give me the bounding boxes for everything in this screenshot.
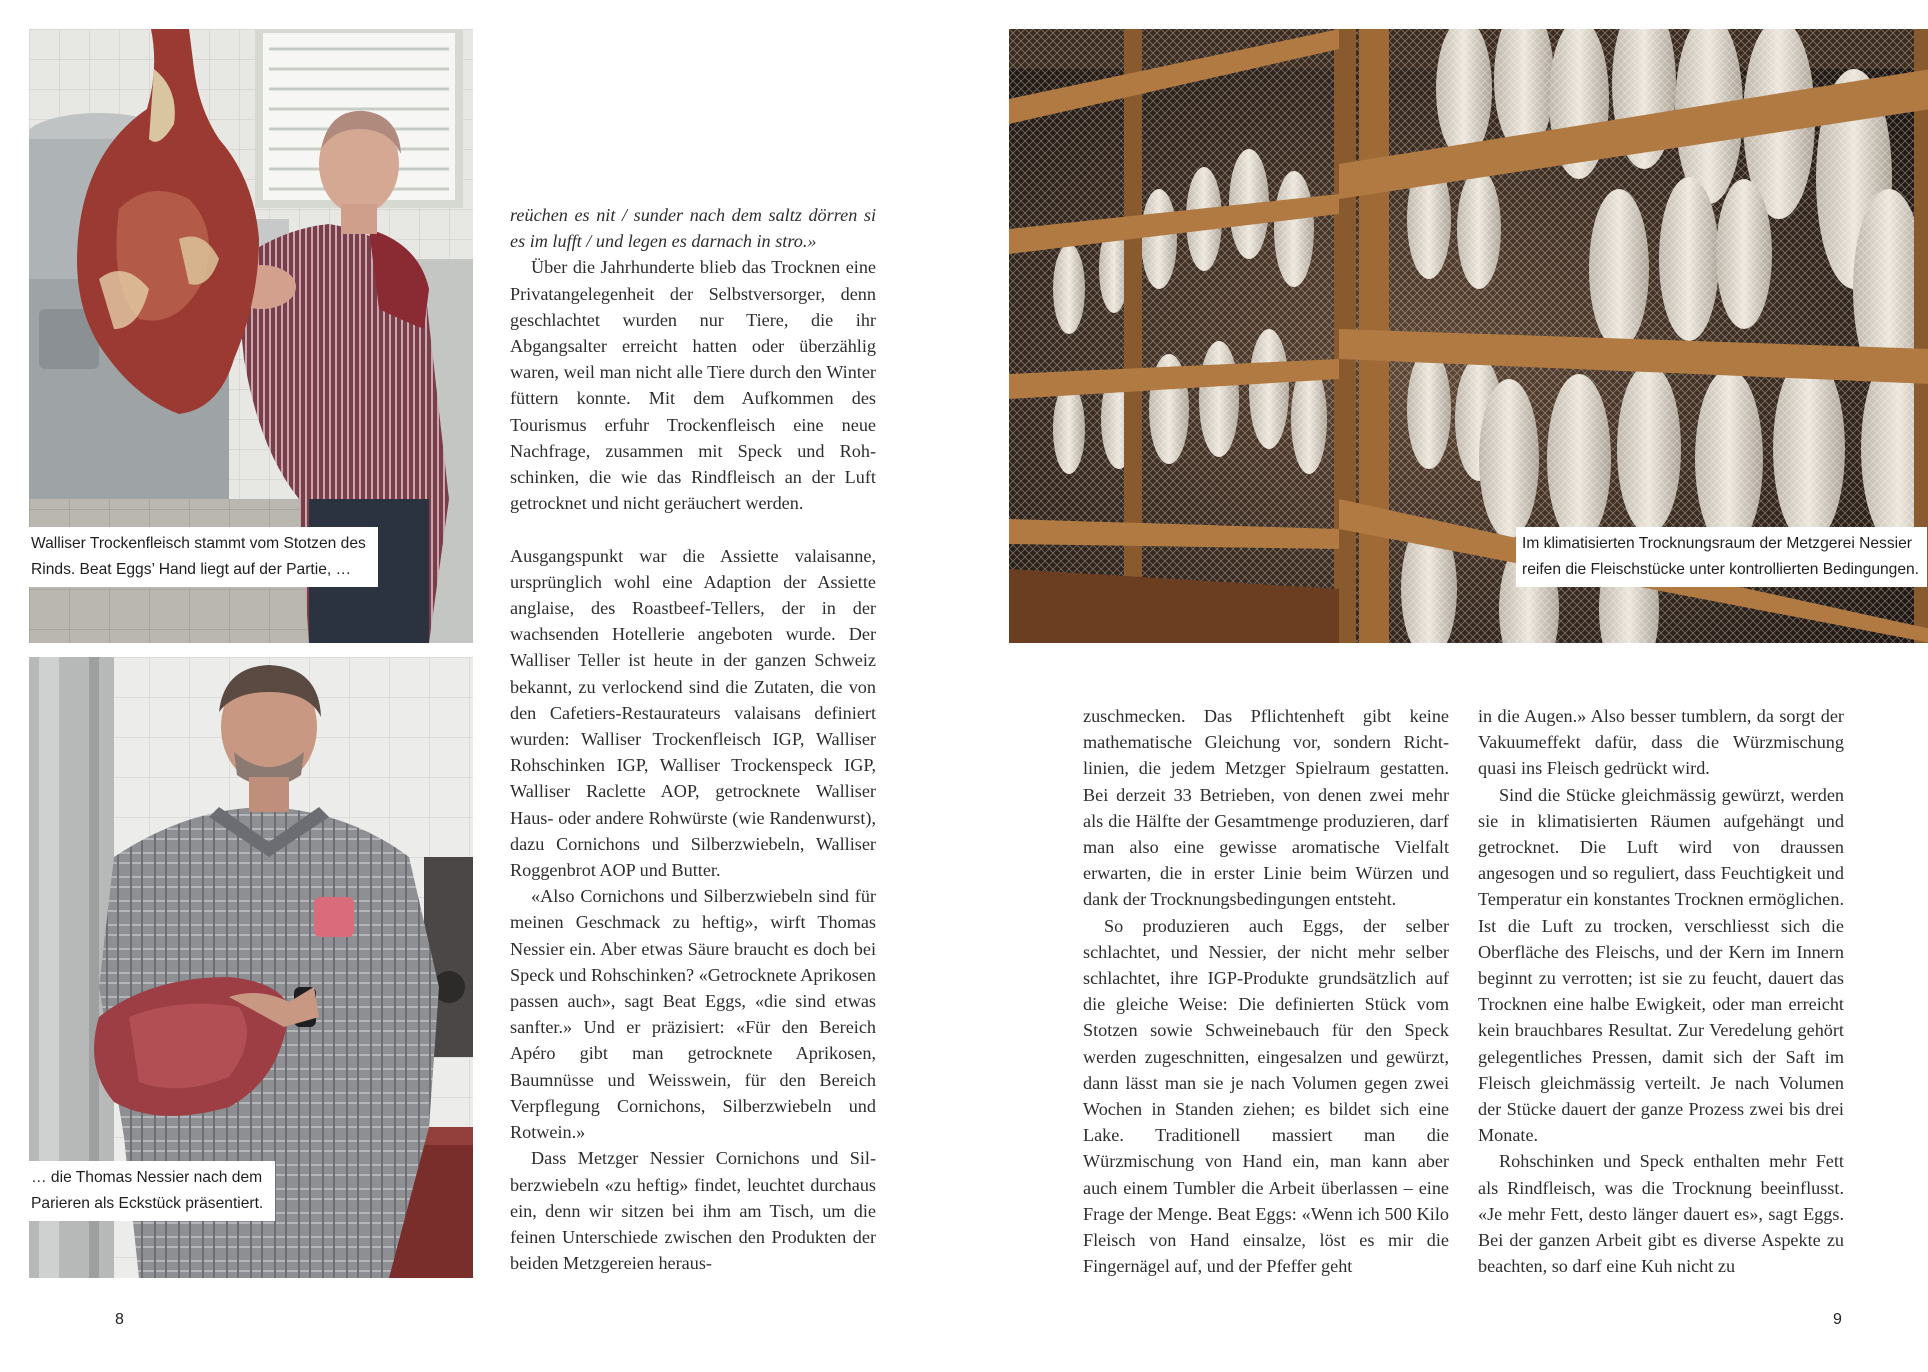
body-paragraph: «Also Cornichons und Silberzwiebeln sind für meinen Geschmack zu heftig», wirft Thomas Nessier ein. Aber etwas Säure braucht es doch bei Speck und Rohschinken? «Getrocknete Aprikosen passen auch», sagt Beat Eggs, «die sind etwas sanfter.» Und er präzisiert: «Für den Bereich Apéro gibt man getrocknete Aprikosen, Baumnüsse und Weisswein, für den Bereich Verpflegung Cornichons, Silberzwiebeln und Rotwein.» bbox=[510, 886, 876, 1143]
quote-paragraph: reüchen es nit / sunder nach dem saltz dörren si es im lufft / und legen es darnach in stro.» bbox=[510, 205, 876, 252]
caption-line: Im klimatisierten Trocknungsraum der Metzgerei Nessier bbox=[1522, 535, 1912, 552]
body-paragraph: Rohschinken und Speck enthalten mehr Fett als Rindfleisch, was die Trocknung beeinflusst. «Je mehr Fett, desto länger dauert es», sagt Eggs. Bei der ganzen Arbeit gibt es diverse Aspekte zu beachten, so darf eine Kuh nicht zu bbox=[1478, 1151, 1844, 1277]
body-paragraph: Über die Jahrhunderte blieb das Trocknen eine Privatangelegenheit der Selbstversorger, denn geschlachtet wurden nur Tiere, die ihr Abgangsalter erreicht hatten oder überzählig waren, weil man nicht alle Tiere durch den Winter füttern konnte. Mit dem Aufkommen des Tourismus erfuhr Trockenfleisch eine neue Nachfrage, zusammen mit Speck und Rohschinken, die wie das Rindfleisch an der Luft getrocknet und nicht geräuchert werden. bbox=[510, 257, 876, 514]
caption-photo-2 bbox=[25, 1161, 275, 1221]
caption-photo-3 bbox=[1516, 527, 1927, 587]
caption-photo-1 bbox=[25, 527, 378, 587]
caption-line: Walliser Trockenfleisch stammt vom Stotzen des bbox=[31, 535, 366, 552]
text-column-3 bbox=[1478, 703, 1844, 1279]
text-column-1 bbox=[510, 202, 876, 1276]
body-paragraph: So produzieren auch Eggs, der selber schlachtet, und Nessier, der nicht mehr selber schlachtet, ihre IGP-Produkte grundsätzlich auf die gleiche Weise: Die definierten Stück vom Stotzen sowie Schweinebauch für den Speck werden zugeschnitten, eingesalzen und gewürzt, dann lässt man sie je nach Volumen gegen zwei Wochen in Standen ziehen; es bildet sich eine Lake. Traditionell massiert man die Würzmischung von Hand ein, man kann aber auch einem Tumbler die Arbeit überlassen – eine Frage der Menge. Beat Eggs: «Wenn ich 500 Kilo Fleisch von Hand einsalze, löst es mir die Fingernägel auf, und der Pfeffer geht bbox=[1083, 915, 1449, 1277]
body-paragraph: zuschmecken. Das Pflichtenheft gibt keine mathematische Gleichung vor, sondern Richtlinien, die jedem Metzger Spielraum gestatten. Bei derzeit 33 Betrieben, von denen zwei mehr als die Hälfte der Gesamtmenge produzieren, darf man also eine gewisse aromatische Vielfalt erwarten, die in erster Linie beim Würzen und dank der Trocknungsbedingungen entsteht. bbox=[1083, 706, 1449, 910]
caption-line: reifen die Fleischstücke unter kontrollierten Bedingungen. bbox=[1522, 561, 1920, 578]
caption-line: Parieren als Eckstück präsentiert. bbox=[31, 1195, 264, 1212]
body-paragraph: Ausgangspunkt war die Assiette valaisanne, ursprünglich wohl eine Adaption der Assiette anglaise, des Roastbeef-Tellers, der in der wachsenden Hotellerie angeboten wurde. Der Walliser Teller ist heute in der ganzen Schweiz bekannt, zu verlockend sind die Zutaten, die von den Cafetiers-Restaurateurs valaisans definiert wurden: Walliser Trockenfleisch IGP, Walliser Rohschinken IGP, Walliser Trockenspeck IGP, Walliser Raclette AOP, getrocknete Walliser Haus- oder andere Rohwürste (wie Randenwurst), dazu Cornichons und Silberzwiebeln, Walliser Roggenbrot AOP und Butter. bbox=[510, 545, 876, 881]
text-column-2 bbox=[1083, 703, 1449, 1279]
page-number-left: 8 bbox=[115, 1311, 124, 1328]
caption-line: … die Thomas Nessier nach dem bbox=[31, 1169, 263, 1186]
caption-line: Rinds. Beat Eggs’ Hand liegt auf der Partie, … bbox=[31, 561, 352, 578]
body-paragraph: in die Augen.» Also besser tumblern, da sorgt der Vakuumeffekt dafür, dass die Würzmischung quasi ins Fleisch gedrückt wird. bbox=[1478, 706, 1844, 779]
page-number-right: 9 bbox=[1833, 1311, 1842, 1328]
body-paragraph: Dass Metzger Nessier Cornichons und Silberzwiebeln «zu heftig» findet, leuchtet durchaus ein, denn wir sitzen bei ihm am Tisch, um die feinen Unterschiede zwischen den Produkten der beiden Metzgereien heraus- bbox=[510, 1148, 876, 1274]
body-paragraph: Sind die Stücke gleichmässig gewürzt, werden sie in klimatisierten Räumen aufgehängt und getrocknet. Die Luft wird von draussen angesogen und so reguliert, dass Feuchtigkeit und Temperatur ein konstantes Trocknen ermöglichen. Ist die Luft zu trocken, verschliesst sich die Oberfläche des Fleischs, und der Kern im Innern beginnt zu verrotten; ist sie zu feucht, dauert das Trocknen eine halbe Ewigkeit, oder man erreicht kein brauchbares Resultat. Zur Veredelung gehört gelegentliches Pressen, damit sich der Saft im Fleisch gleichmässig verteilt. Je nach Volumen der Stücke dauert der ganze Prozess zwei bis drei Monate. bbox=[1478, 784, 1844, 1146]
